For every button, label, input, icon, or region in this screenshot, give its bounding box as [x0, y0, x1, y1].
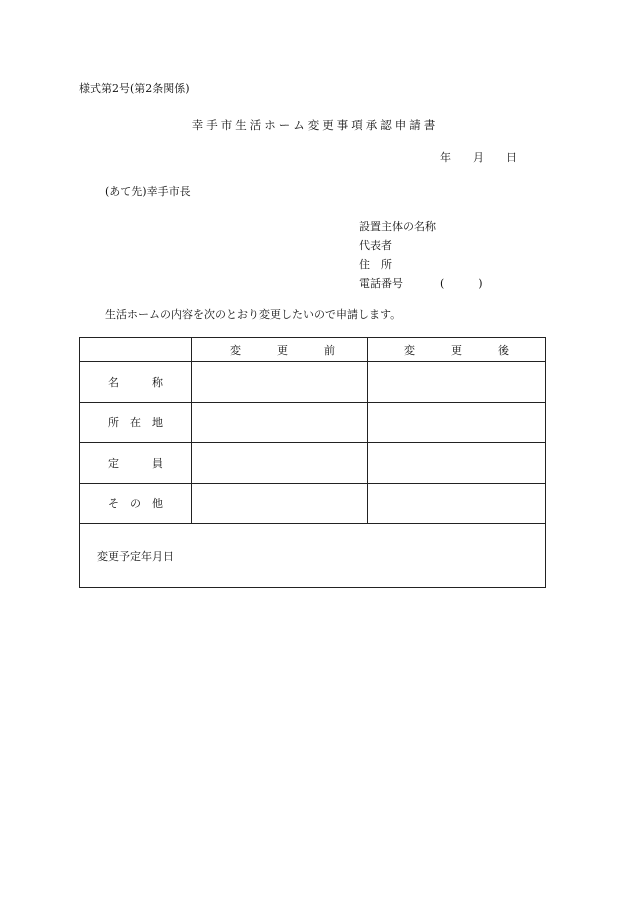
- header-before: 変 更 前: [192, 338, 368, 362]
- form-number: 様式第2号(第2条関係): [79, 82, 190, 95]
- name-before-cell[interactable]: [192, 362, 368, 403]
- address-label: [359, 255, 483, 274]
- table-row: [80, 483, 546, 524]
- change-table: [79, 337, 546, 588]
- location-before-cell[interactable]: [192, 402, 368, 443]
- row-label-name: 名 称: [80, 362, 192, 403]
- representative-label: 代表者: [359, 239, 392, 252]
- phone-paren-close: ): [478, 277, 483, 290]
- other-after-cell[interactable]: [368, 483, 546, 524]
- scheduled-date-cell[interactable]: [80, 524, 546, 588]
- other-before-cell[interactable]: [192, 483, 368, 524]
- application-statement: 生活ホームの内容を次のとおり変更したいので申請します。: [105, 308, 402, 321]
- header-blank-cell: [80, 338, 192, 362]
- table-row: [80, 443, 546, 484]
- scheduled-date-label: 変更予定年月日: [97, 549, 174, 563]
- row-label-capacity: 定 員: [80, 443, 192, 484]
- date-line: [440, 149, 517, 165]
- scheduled-date-row: [80, 524, 546, 588]
- applicant-block: [359, 217, 483, 293]
- capacity-before-cell[interactable]: [192, 443, 368, 484]
- location-after-cell[interactable]: [368, 402, 546, 443]
- addressee: (あて先)幸手市長: [105, 185, 191, 198]
- row-label-location: 所 在 地: [80, 402, 192, 443]
- table-row: [80, 362, 546, 403]
- name-after-cell[interactable]: [368, 362, 546, 403]
- header-after: 変 更 後: [368, 338, 546, 362]
- phone-label: 電話番号: [359, 277, 403, 290]
- address-label-part1: 住: [359, 258, 370, 271]
- phone-paren-open: (: [440, 277, 445, 290]
- date-day-label: 日: [506, 151, 517, 164]
- address-label-part2: 所: [381, 258, 392, 271]
- table-header-row: [80, 338, 546, 362]
- date-year-label: 年: [440, 151, 451, 164]
- date-month-label: 月: [473, 151, 484, 164]
- capacity-after-cell[interactable]: [368, 443, 546, 484]
- row-label-other: そ の 他: [80, 483, 192, 524]
- establisher-name-label: 設置主体の名称: [359, 220, 436, 233]
- document-title: 幸手市生活ホーム変更事項承認申請書: [191, 118, 439, 132]
- table-row: [80, 402, 546, 443]
- phone-row: [359, 274, 483, 293]
